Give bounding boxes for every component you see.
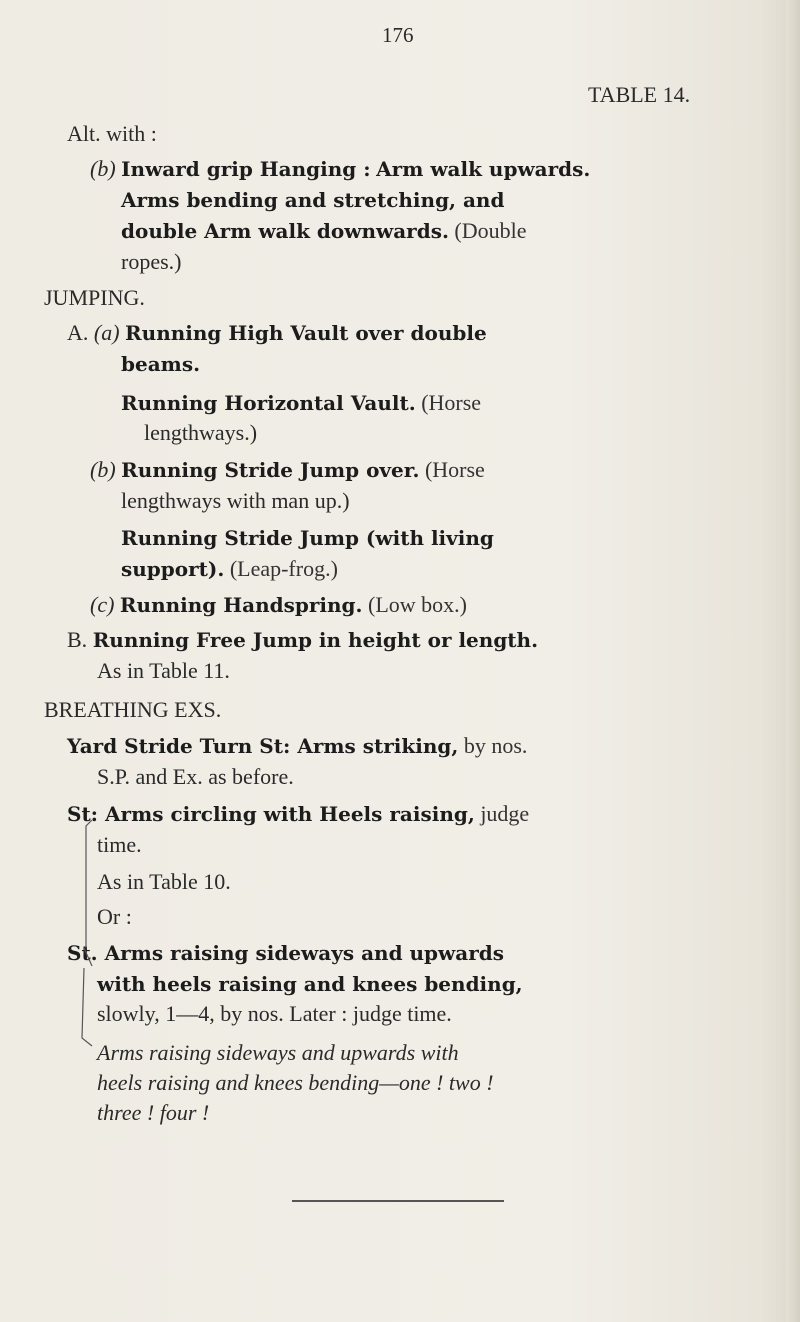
jumping-c-label: (c) [90, 592, 115, 617]
page-number: 176 [382, 23, 414, 47]
breathing-yard-bold: Yard Stride Turn St: Arms striking, [67, 734, 459, 758]
breathing-yard-note: by nos. [463, 733, 528, 758]
jumping-a1-line-2: beams. [121, 352, 201, 376]
jumping-a2-note: (Horse [421, 390, 482, 415]
jumping-a2-line-1 [121, 390, 481, 416]
page-edge-shadow [786, 0, 800, 1322]
jumping-B-note: As in Table 11. [97, 658, 230, 683]
hanging-bold-1b: Arm walk upwards. [376, 157, 591, 181]
jumping-b2-line-2 [121, 556, 338, 582]
jumping-B-line [67, 627, 538, 653]
hanging-note-3: (Double [454, 218, 527, 243]
pencil-bracket-mark [70, 818, 100, 1048]
hanging-line-4: ropes.) [121, 249, 182, 274]
breathing-italic-3: three ! four ! [97, 1100, 210, 1125]
breathing-yard-line [67, 733, 527, 759]
jumping-a1-line-1 [67, 320, 487, 346]
breathing-title: BREATHING EXS. [44, 697, 222, 722]
jumping-c-line [90, 592, 467, 618]
breathing-st1-note: judge [480, 801, 530, 826]
hanging-label: (b) [90, 156, 116, 181]
breathing-st2-note: slowly, 1—4, by nos. Later : judge time. [97, 1001, 452, 1026]
breathing-italic-2: heels raising and knees bending—one ! two ! [97, 1070, 494, 1095]
section-rule [292, 1200, 504, 1202]
jumping-b2-bold-2: support). [121, 557, 225, 581]
jumping-a1-bold: Running High Vault over double [125, 321, 487, 345]
breathing-st2-line-1: St. Arms raising sideways and upwards [67, 941, 505, 965]
jumping-b1-line-1 [90, 457, 485, 483]
jumping-c-bold: Running Handspring. [119, 593, 363, 617]
breathing-st1-line-2: time. [97, 832, 142, 857]
jumping-a1-label: (a) [93, 320, 120, 345]
hanging-bold-3: double Arm walk downwards. [121, 219, 449, 243]
jumping-b-label: (b) [90, 457, 116, 482]
jumping-b2-note: (Leap-frog.) [229, 556, 338, 581]
breathing-or: Or : [97, 904, 132, 929]
hanging-line-3 [121, 218, 527, 244]
hanging-bold-1: Inward grip Hanging : [121, 157, 371, 181]
jumping-c-note: (Low box.) [368, 592, 467, 617]
jumping-B-bold: Running Free Jump in height or length. [92, 628, 539, 652]
breathing-st2-line-2: with heels raising and knees bending, [97, 972, 523, 996]
breathing-italic-1: Arms raising sideways and upwards with [97, 1040, 459, 1065]
jumping-b1-note: (Horse [424, 457, 485, 482]
hanging-line-2: Arms bending and stretching, and [121, 188, 505, 212]
hanging-line-1 [90, 156, 590, 182]
table-header: TABLE 14. [588, 82, 691, 107]
jumping-b1-bold: Running Stride Jump over. [121, 458, 420, 482]
breathing-st1-line-1 [67, 801, 529, 827]
breathing-st1-bold: St: Arms circling with Heels raising, [67, 802, 475, 826]
jumping-b2-line-1: Running Stride Jump (with living [121, 526, 494, 550]
jumping-title: JUMPING. [44, 285, 145, 310]
jumping-a2-line-2: lengthways.) [144, 420, 258, 445]
breathing-as-table: As in Table 10. [97, 869, 231, 894]
alt-with-label: Alt. with : [67, 121, 157, 146]
breathing-sp-note: S.P. and Ex. as before. [97, 764, 294, 789]
jumping-a2-bold: Running Horizontal Vault. [121, 391, 416, 415]
jumping-b1-line-2: lengthways with man up.) [121, 488, 350, 513]
jumping-a-label: A. [67, 320, 89, 345]
jumping-B-label: B. [67, 627, 88, 652]
